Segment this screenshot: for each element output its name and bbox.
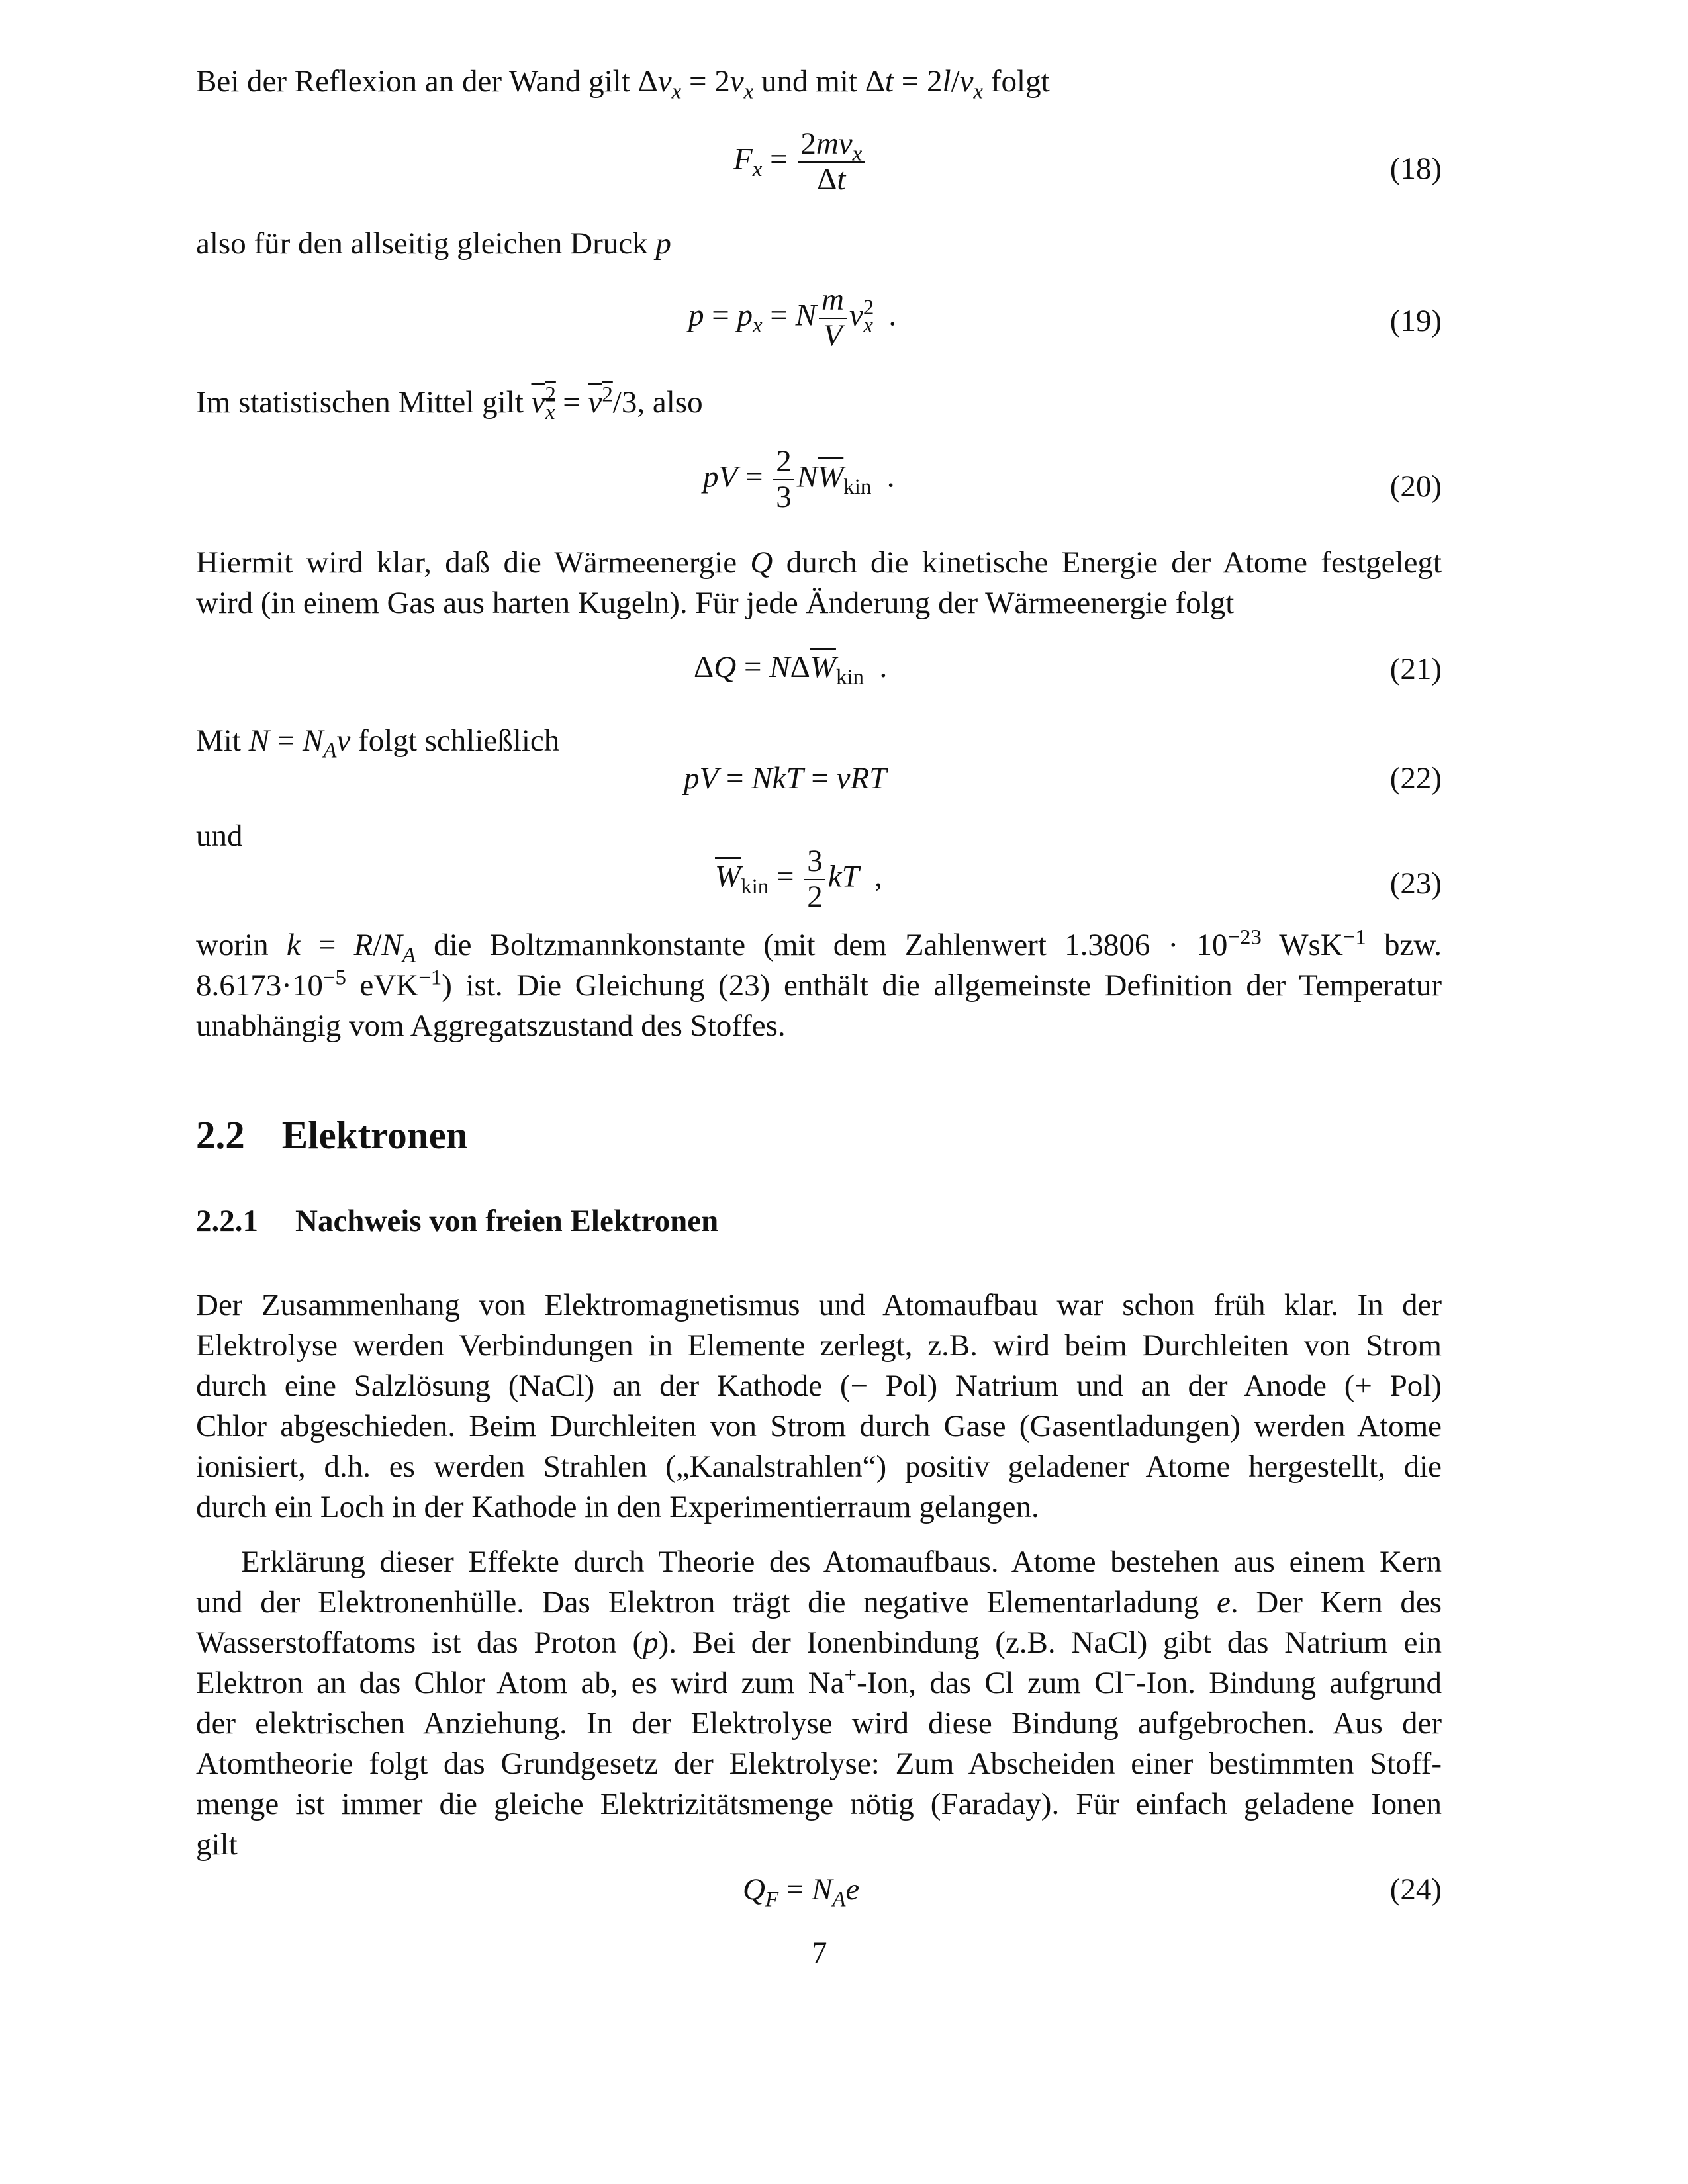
text-segment: WsK	[1261, 928, 1343, 962]
text-line	[196, 543, 1442, 583]
text-segment: durch die kinetische Energie der Atome festgelegt	[773, 545, 1442, 580]
equation-number: (19)	[1389, 304, 1442, 338]
text-line: wird (in einem Gas aus harten Kugeln). Für jede Änderung der Wärmeenergie folgt	[196, 586, 1235, 620]
text-segment: folgt schließlich	[350, 723, 560, 758]
text-segment: Im statistischen Mittel gilt	[196, 385, 532, 420]
text-line-mittel	[196, 383, 703, 425]
math-inline: +	[844, 1663, 857, 1688]
equation-number: (20)	[1389, 469, 1442, 504]
text-line: Elektrolyse werden Verbindungen in Elemente zerlegt, z.B. wird beim Durchleiten von Strom	[196, 1328, 1442, 1363]
text-line: Der Zusammenhang von Elektromagnetismus und Atomaufbau war schon früh klar. In der	[196, 1288, 1442, 1322]
text-line	[196, 966, 1442, 1006]
equation-24: $Q_F = N_Ae$	[743, 1872, 860, 1912]
text-segment: Bei der Reflexion an der Wand gilt	[196, 64, 638, 99]
page-number: 7	[812, 1936, 827, 1970]
subsection-title: Nachweis von freien Elektronen	[295, 1204, 719, 1238]
text-segment: ). Bei der Ionenbindung (z.B. NaCl) gibt das Natrium ein	[658, 1625, 1442, 1660]
text-segment: die Boltzmannkonstante (mit dem Zahlenwert	[415, 928, 1065, 962]
math-inline: p	[643, 1625, 659, 1660]
equation-number: (18)	[1389, 152, 1442, 186]
equation-number: (23)	[1389, 866, 1442, 901]
subsection-heading	[196, 1206, 718, 1237]
text-line-mit	[196, 723, 560, 763]
math-inline: $\Delta t = 2l/v_x$	[865, 64, 984, 104]
equation-21: $\Delta Q = N\Delta\overline{W}_{kin}$ .	[694, 650, 888, 690]
text-line	[196, 1663, 1442, 1704]
equation-19: $p = p_x = N$ $\frac{m}{V}$ $v^2_x$ .	[688, 283, 897, 353]
paragraph-zusammenhang	[196, 1285, 1442, 1527]
text-segment: und mit	[753, 64, 865, 99]
text-segment: folgt	[983, 64, 1050, 99]
math-inline: $k = R/N_A$	[286, 928, 416, 968]
text-segment: . Der Kern des	[1230, 1585, 1442, 1619]
section-number: 2.2	[196, 1113, 245, 1157]
text-line-und: und	[196, 819, 243, 853]
unit-exponent: −1	[1342, 925, 1366, 950]
text-segment: also für den allseitig gleichen Druck	[196, 226, 656, 261]
text-line	[196, 1623, 1442, 1663]
math-inline: $v^2_x = v^2/3$	[531, 383, 637, 425]
text-segment: Mit	[196, 723, 249, 758]
text-line-reflexion	[196, 64, 1050, 104]
equation-number: (24)	[1389, 1872, 1442, 1907]
math-inline: −	[1123, 1663, 1136, 1688]
text-line: der elektrischen Anziehung. In der Elektrolyse wird diese Bindung aufgebrochen. Aus der	[196, 1706, 1442, 1741]
text-segment: -Ion. Bindung aufgrund	[1135, 1666, 1442, 1700]
equation-18: $F_x$ = $\frac{2mv_x}{\Delta t}$	[733, 127, 867, 197]
text-segment: Hiermit wird klar, daß die Wärmeenergie	[196, 545, 751, 580]
constant-value: 1.3806 · 10	[1064, 928, 1228, 962]
constant-exponent: −5	[322, 966, 346, 990]
text-segment: -Ion, das Cl zum Cl	[857, 1666, 1124, 1700]
text-segment: und der Elektronenhülle. Das Elektron trägt die negative Elementarladung	[196, 1585, 1217, 1619]
text-line: Chlor abgeschieden. Beim Durchleiten von Strom durch Gase (Gasentladungen) werden Atome	[196, 1409, 1442, 1443]
text-line-druck	[196, 228, 671, 259]
section-heading	[196, 1113, 468, 1157]
equation-20: pV = $\frac{2}{3}$ $N\overline{W}_{kin}$ .	[703, 444, 895, 514]
paragraph-erklaerung	[196, 1542, 1442, 1865]
text-line: Erklärung dieser Effekte durch Theorie des Atomaufbaus. Atome bestehen aus einem Kern	[241, 1545, 1442, 1579]
math-inline: e	[1217, 1585, 1231, 1619]
text-line: durch ein Loch in der Kathode in den Experimentierraum gelangen.	[196, 1490, 1039, 1524]
equation-number: (22)	[1389, 761, 1442, 796]
text-segment: ) ist. Die Gleichung (23) enthält die allgemeinste Definition der Temperatur	[442, 968, 1442, 1003]
text-line: ionisiert, d.h. es werden Strahlen („Kanalstrahlen“) positiv geladener Atome hergestellt, die	[196, 1449, 1442, 1484]
text-line: durch eine Salzlösung (NaCl) an der Kathode (− Pol) Natrium und an der Anode (+ Pol)	[196, 1369, 1442, 1403]
math-inline: $N = N_A\nu$	[248, 723, 351, 763]
text-line: gilt	[196, 1827, 238, 1862]
subsection-number: 2.2.1	[196, 1204, 258, 1238]
text-segment: eVK	[346, 968, 419, 1003]
text-line: Atomtheorie folgt das Grundgesetz der Elektrolyse: Zum Abscheiden einer bestimmten Stoff-	[196, 1747, 1442, 1781]
constant-value: 8.6173·10	[196, 968, 323, 1003]
paragraph-hiermit	[196, 543, 1442, 623]
text-line	[196, 1582, 1442, 1623]
equation-23: $\overline{W}_{kin}$ = $\frac{3}{2}$ kT ,	[715, 844, 882, 914]
text-line: menge ist immer die gleiche Elektrizitätsmenge nötig (Faraday). Für einfach geladene Ionen	[196, 1787, 1442, 1821]
constant-exponent: −23	[1227, 925, 1262, 950]
text-line: unabhängig vom Aggregatszustand des Stoffes.	[196, 1009, 786, 1043]
equation-number: (21)	[1389, 652, 1442, 686]
unit-exponent: −1	[418, 966, 442, 990]
equation-22: pV = NkT = νRT	[684, 761, 887, 796]
text-segment: Elektron an das Chlor Atom ab, es wird zum Na	[196, 1666, 845, 1700]
text-segment: worin	[196, 928, 287, 962]
math-inline: p	[655, 226, 671, 261]
paragraph-worin	[196, 925, 1442, 1046]
text-segment: bzw.	[1366, 928, 1442, 962]
math-inline: Q	[750, 545, 773, 580]
math-inline: $\Delta v_x = 2v_x$	[637, 64, 754, 104]
text-segment: Wasserstoffatoms ist das Proton (	[196, 1625, 643, 1660]
section-title: Elektronen	[281, 1113, 468, 1157]
text-segment: , also	[637, 385, 703, 420]
text-line	[196, 925, 1442, 966]
